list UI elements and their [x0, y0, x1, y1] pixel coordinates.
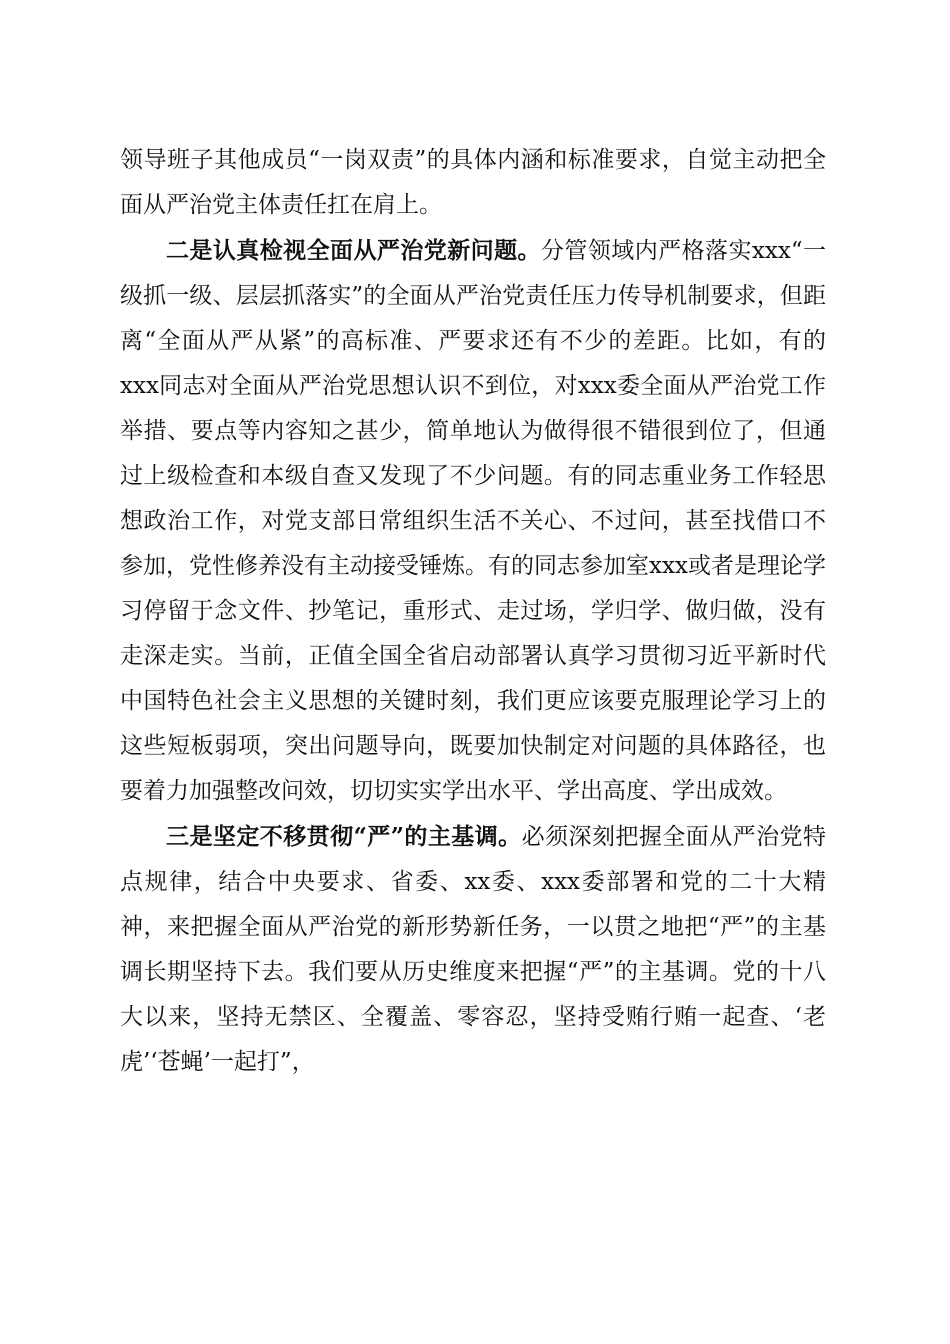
document-body	[120, 138, 826, 1085]
paragraph-text: 分管领域内严格落实xxx“一级抓一级、层层抓落实”的全面从严治党责任压力传导机制要求，但距离“全面从严从紧”的高标准、严要求还有不少的差距。比如，有的xxx同志对全面从严治党思想认识不到位，对xxx委全面从严治党工作举措、要点等内容知之甚少，简单地认为做得很不错很到位了，但通过上级检查和本级自查又发现了不少问题。有的同志重业务工作轻思想政治工作，对党支部日常组织生活不关心、不过问，甚至找借口不参加，党性修养没有主动接受锤炼。有的同志参加室xxx或者是理论学习停留于念文件、抄笔记，重形式、走过场，学归学、做归做，没有走深走实。当前，正值全国全省启动部署认真学习贯彻习近平新时代中国特色社会主义思想的关键时刻，我们更应该要克服理论学习上的这些短板弱项，突出问题导向，既要加快制定对问题的具体路径，也要着力加强整改问效，切切实实学出水平、学出高度、学出成效。	[120, 238, 827, 804]
paragraph-point-three	[120, 814, 826, 1085]
paragraph-point-two	[120, 228, 826, 814]
paragraph-heading: 二是认真检视全面从严治党新问题。	[166, 237, 541, 264]
paragraph-heading: 三是坚定不移贯彻“严”的主基调。	[166, 823, 522, 850]
paragraph-text: 必须深刻把握全面从严治党特点规律，结合中央要求、省委、xx委、xxx委部署和党的二十大精神，来把握全面从严治党的新形势新任务，一以贯之地把“严”的主基调长期坚持下去。我们要从历史维度来把握“严”的主基调。党的十八大以来，坚持无禁区、全覆盖、零容忍，坚持受贿行贿一起查、‘老虎’‘苍蝇’一起打”，	[120, 824, 826, 1075]
paragraph-continuation	[120, 138, 826, 228]
paragraph-text: 领导班子其他成员“一岗双责”的具体内涵和标准要求，自觉主动把全面从严治党主体责任扛在肩上。	[120, 147, 826, 218]
